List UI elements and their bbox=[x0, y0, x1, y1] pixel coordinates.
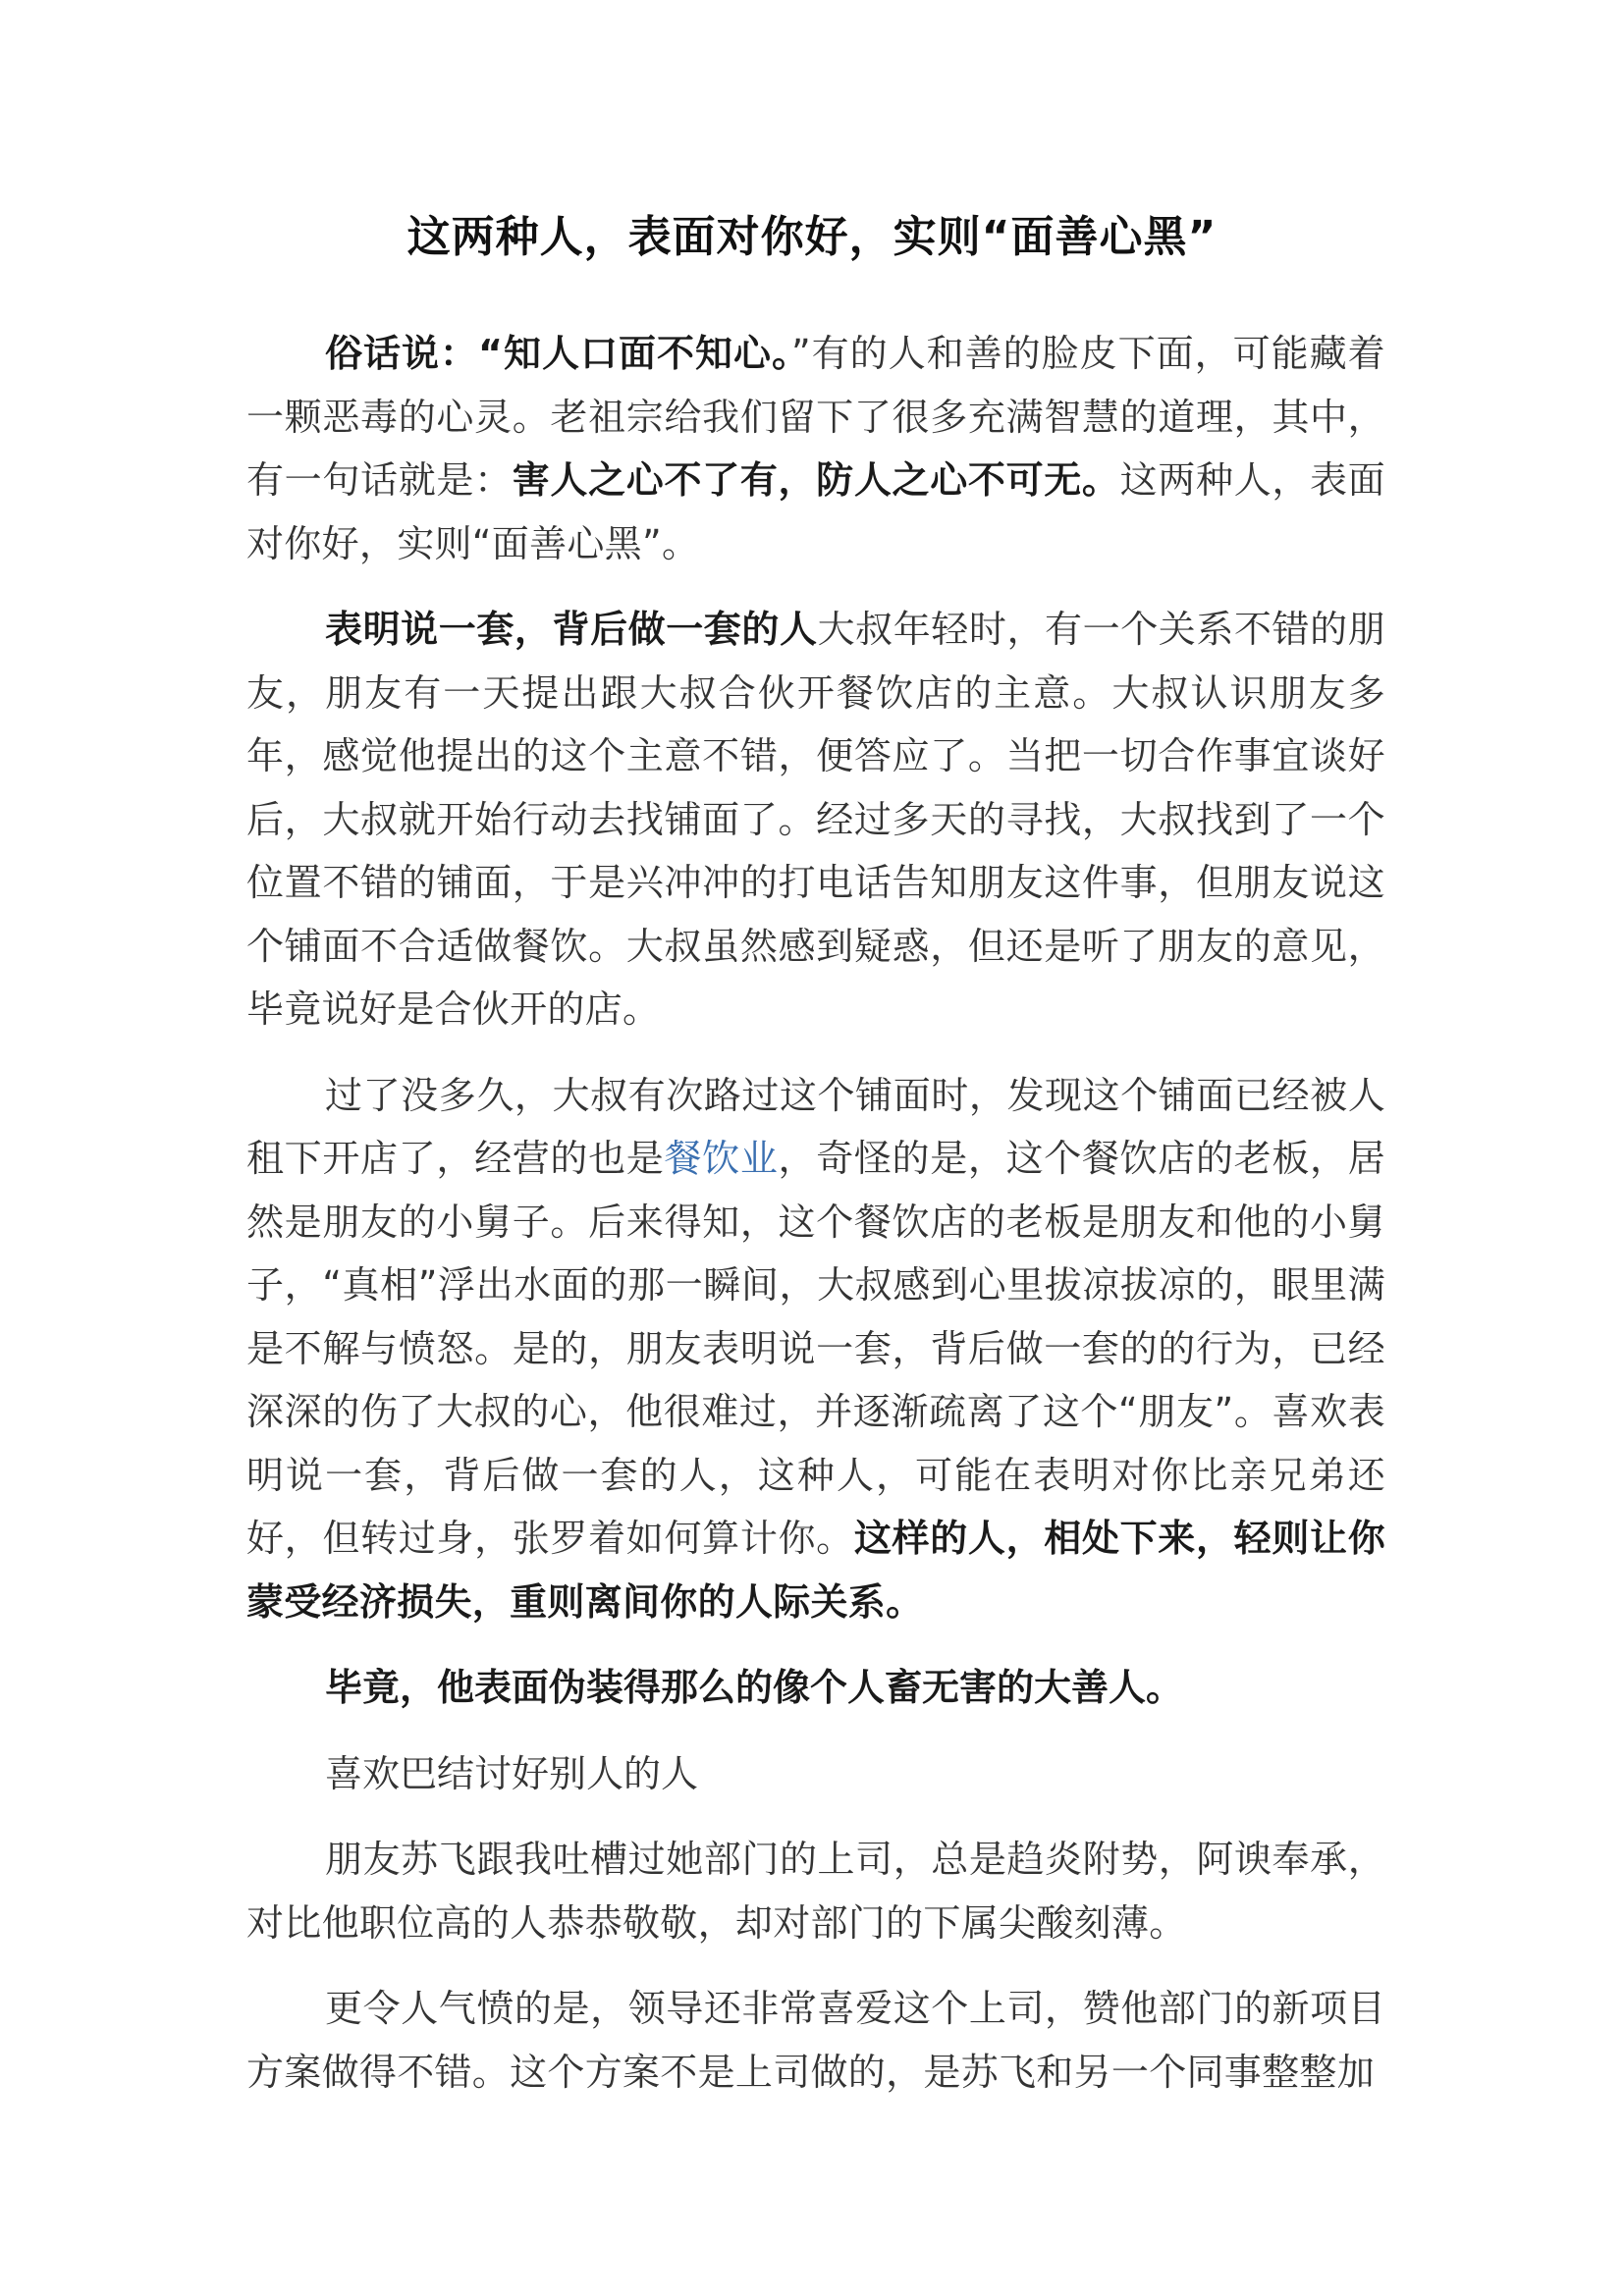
paragraph-intro bbox=[246, 322, 1385, 575]
paragraph-su-fei: 朋友苏飞跟我吐槽过她部门的上司，总是趋炎附势，阿谀奉承，对比他职位高的人恭恭敬敬，却对部门的下属尖酸刻薄。 bbox=[246, 1838, 1385, 1945]
catering-industry-link[interactable]: 餐饮业 bbox=[664, 1137, 779, 1180]
section-heading-first-type: 表明说一套，背后做一套的人 bbox=[325, 608, 818, 651]
paragraph-story-continued bbox=[246, 1064, 1385, 1634]
paragraph-more-annoying: 更令人气愤的是，领导还非常喜爱这个上司，赞他部门的新项目方案做得不错。这个方案不是上司做的，是苏飞和另一个同事整整加 bbox=[246, 1987, 1385, 2094]
story-continued-text-2: ，奇怪的是，这个餐饮店的老板，居然是朋友的小舅子。后来得知，这个餐饮店的老板是朋友和他的小舅子，“真相”浮出水面的那一瞬间，大叔感到心里拔凉拔凉的，眼里满是不解与愤怒。是的，朋友表明说一套，背后做一套的的行为，已经深深的伤了大叔的心，他很难过，并逐渐疏离了这个“朋友”。喜欢表明说一套，背后做一套的人，这种人，可能在表明对你比亲兄弟还好，但转过身，张罗着如何算计你。 bbox=[246, 1137, 1385, 1560]
intro-conclusion: 这两种人，表面对你好，实则“面善心黑”。 bbox=[246, 458, 1385, 565]
proverb-text: 俗话说：“知人口面不知心。 bbox=[325, 332, 791, 375]
story-continued-text: 过了没多久，大叔有次路过这个铺面时，发现这个铺面已经被人租下开店了，经营的也是 bbox=[246, 1073, 1385, 1180]
story-text: 大叔年轻时，有一个关系不错的朋友，朋友有一天提出跟大叔合伙开餐饮店的主意。大叔认识朋友多年，感觉他提出的这个主意不错，便答应了。当把一切合作事宜谈好后，大叔就开始行动去找铺面了。经过多天的寻找，大叔找到了一个位置不错的铺面，于是兴冲冲的打电话告知朋友这件事，但朋友说这个铺面不合适做餐饮。大叔虽然感到疑惑，但还是听了朋友的意见，毕竟说好是合伙开的店。 bbox=[246, 608, 1385, 1031]
warning-emphasis: 这样的人，相处下来，轻则让你蒙受经济损失，重则离间你的人际关系。 bbox=[246, 1517, 1386, 1624]
paragraph-after-all: 毕竟，他表面伪装得那么的像个人畜无害的大善人。 bbox=[325, 1666, 1184, 1709]
intro-text: ”有的人和善的脸皮下面，可能藏着一颗恶毒的心灵。老祖宗给我们留下了很多充满智慧的道理，其中，有一句话就是： bbox=[246, 332, 1385, 502]
document-body bbox=[246, 322, 1385, 2126]
section-heading-second-type: 喜欢巴结讨好别人的人 bbox=[325, 1751, 699, 1795]
proverb-emphasis: 害人之心不了有，防人之心不可无。 bbox=[512, 458, 1120, 502]
paragraph-first-type bbox=[246, 598, 1385, 1041]
document-title: 这两种人，表面对你好，实则“面善心黑” bbox=[406, 212, 1218, 262]
